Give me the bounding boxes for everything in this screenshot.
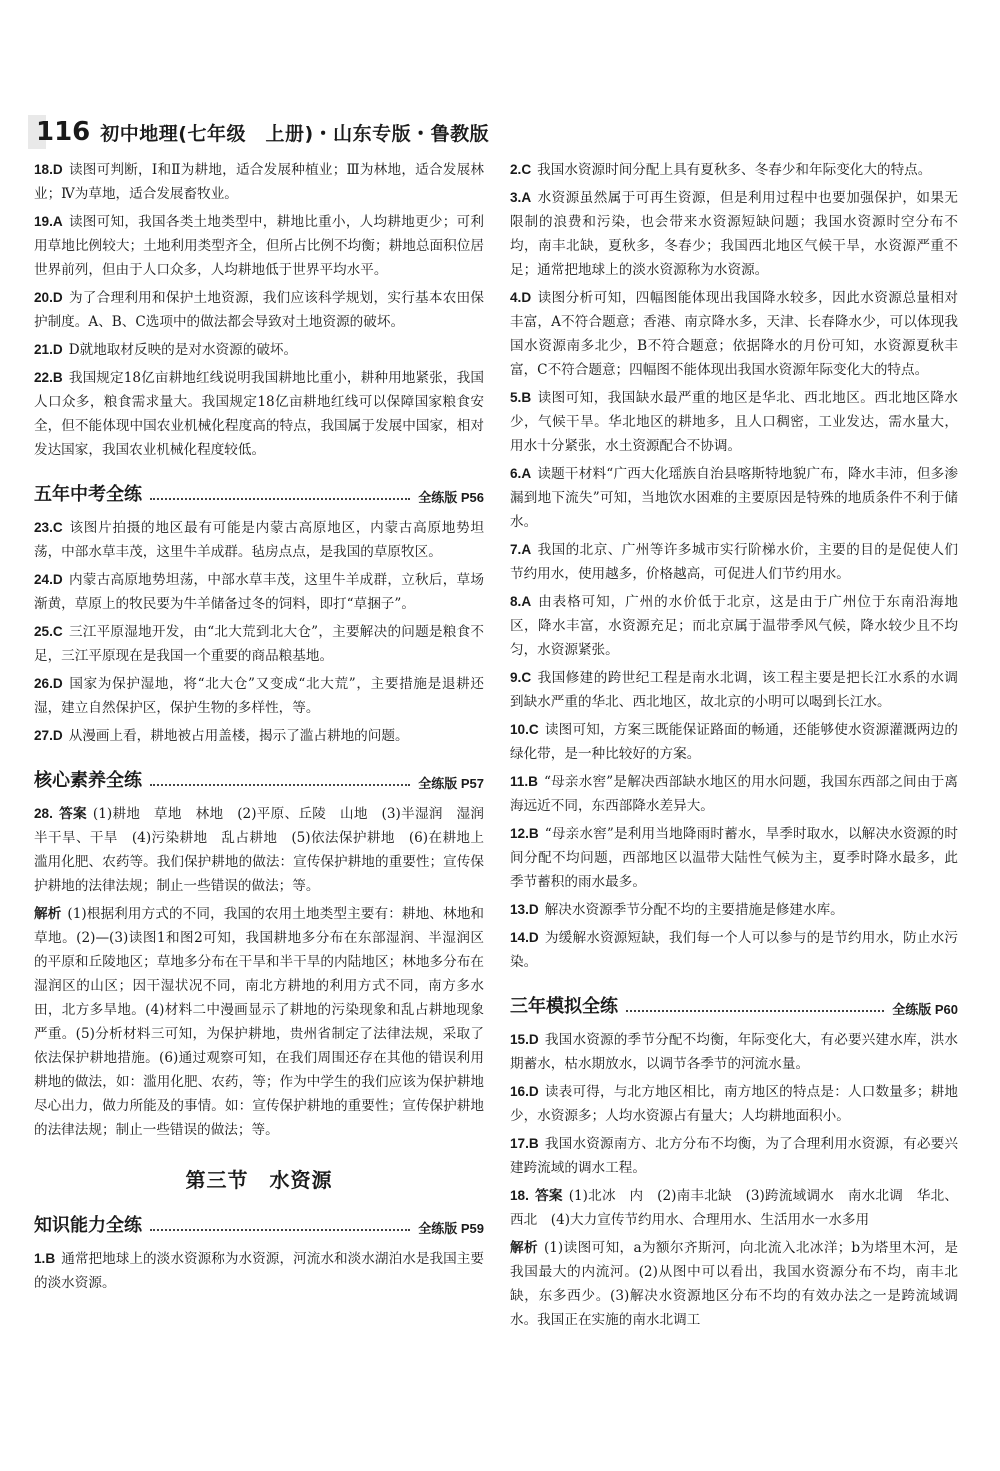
answer-entry — [510, 666, 958, 714]
answer-list — [34, 158, 484, 462]
answer-text: 读图可判断，Ⅰ和Ⅱ为耕地，适合发展种植业；Ⅲ为林地，适合发展林业；Ⅳ为草地，适合发展畜牧业。 — [34, 162, 484, 202]
question-number: 5.B — [510, 390, 532, 405]
answer-entry — [34, 286, 484, 334]
book-title: 初中地理(七年级 上册)・山东专版・鲁教版 — [100, 122, 490, 145]
answer-entry — [510, 1132, 958, 1180]
section-title: 三年模拟全练 — [510, 996, 618, 1017]
question-number: 7.A — [510, 542, 532, 557]
question-number: 25.C — [34, 624, 63, 639]
question-number: 12.B — [510, 826, 539, 841]
answer-entry — [34, 620, 484, 668]
answer-text: 我国的北京、广州等许多城市实行阶梯水价，主要的目的是促使人们节约用水，使用越多，价格越高，可促进人们节约用水。 — [510, 542, 958, 582]
section-header — [510, 988, 958, 1018]
answer-text: 读题干材料“广西大化瑶族自治县喀斯特地貌广布，降水丰沛，但多渗漏到地下流失”可知，当地饮水困难的主要原因是特殊的地质条件不利于储水。 — [510, 466, 958, 530]
question-number: 27.D — [34, 728, 63, 743]
answer-text: 三江平原湿地开发，由“北大荒到北大仓”，主要解决的问题是粮食不足，三江平原现在是我国一个重要的商品粮基地。 — [34, 624, 484, 664]
answer-text: 读图可知，我国各类土地类型中，耕地比重小，人均耕地更少；可利用草地比例较大；土地利用类型齐全，但所占比例不均衡；耕地总面积位居世界前列，但由于人口众多，人均耕地低于世界平均水平。 — [34, 214, 484, 278]
answer-text: 我国水资源南方、北方分布不均衡，为了合理利用水资源，有必要兴建跨流域的调水工程。 — [510, 1136, 958, 1176]
answer-text: 我国水资源时间分配上具有夏秋多、冬春少和年际变化大的特点。 — [537, 162, 932, 178]
answer-entry — [34, 158, 484, 206]
answer-list — [34, 516, 484, 748]
right-column — [510, 158, 958, 1336]
answer-entry — [510, 538, 958, 586]
answer-entry — [34, 724, 484, 748]
answer-text: 通常把地球上的淡水资源称为水资源，河流水和淡水湖泊水是我国主要的淡水资源。 — [34, 1251, 484, 1291]
analysis-text: (1)根据利用方式的不同，我国的农用土地类型主要有：耕地、林地和草地。(2)—(3)读图1和图2可知，我国耕地多分布在东部湿润、半湿润区的平原和丘陵地区；草地多分布在干旱和半干旱的内陆地区；林地多分布在湿润区的山区；因干湿状况不同，南北方耕地的利用方式不同，南方多水田，北方多旱地。(4)材料二中漫画显示了耕地的污染现象和乱占耕地现象严重。(5)分析材料三可知，为保护耕地，贵州省制定了法律法规，采取了依法保护耕地措施。(6)通过观察可知，在我们周围还存在其他的错误利用耕地的做法，如：滥用化肥、农药，等；作为中学生的我们应该为保护耕地尽心出力，做力所能及的事情。如：宣传保护耕地的重要性；宣传保护耕地的法律法规；制止一些错误的做法；等。 — [34, 906, 484, 1138]
answer-text: 由表格可知，广州的水价低于北京，这是由于广州位于东南沿海地区，降水丰富，水资源充足；而北京属于温带季风气候，降水较少且不均匀，水资源紧张。 — [510, 594, 958, 658]
page-number: 116 — [36, 117, 91, 147]
question-number: 17.B — [510, 1136, 539, 1151]
answer-text: D就地取材反映的是对水资源的破坏。 — [68, 342, 298, 358]
answer-entry — [510, 898, 958, 922]
chapter-title: 第三节 水资源 — [185, 1168, 333, 1192]
answer-entry — [34, 1247, 484, 1295]
answer-list — [34, 1247, 484, 1295]
question-number: 20.D — [34, 290, 63, 305]
answer-entry — [510, 1028, 958, 1076]
answer-text: (1)耕地 草地 林地 (2)平原、丘陵 山地 (3)半湿润 湿润 半干旱、干旱 (4)污染耕地 乱占耕地 (5)依法保护耕地 (6)在耕地上滥用化肥、农药等。我们保护耕地的做法：宣传保护耕地的重要性；宣传保护耕地的法律法规；制止一些错误的做法；等。 — [34, 806, 498, 894]
question-number: 15.D — [510, 1032, 539, 1047]
answer-entry — [34, 366, 484, 462]
answer-entry — [34, 568, 484, 616]
answer-list — [510, 158, 958, 974]
answer-entry — [34, 672, 484, 720]
answer-text: 从漫画上看，耕地被占用盖楼，揭示了滥占耕地的问题。 — [68, 728, 409, 744]
answer-text: 解决水资源季节分配不均的主要措施是修建水库。 — [544, 902, 844, 918]
question-number: 9.C — [510, 670, 532, 685]
question-number: 14.D — [510, 930, 539, 945]
answer-text: 水资源虽然属于可再生资源，但是利用过程中也要加强保护，如果无限制的浪费和污染，也会带来水资源短缺问题；我国水资源时空分布不均，南丰北缺，夏秋多，冬春少；我国西北地区气候干旱，水资源严重不足；通常把地球上的淡水资源称为水资源。 — [510, 190, 958, 278]
question-number: 26.D — [34, 676, 63, 691]
question-number: 6.A — [510, 466, 532, 481]
answer-list — [510, 1028, 958, 1180]
question-number: 18. — [510, 1188, 529, 1203]
section-header — [34, 1207, 484, 1237]
question-number: 18.D — [34, 162, 63, 177]
answer-entry — [510, 186, 958, 282]
page-header — [34, 112, 966, 152]
dotted-leader — [150, 784, 410, 786]
analysis-text: (1)读图可知，a为额尔齐斯河，向北流入北冰洋；b为塔里木河，是我国最大的内流河。(2)从图中可以看出，我国水资源分布不均，南丰北缺，东多西少。(3)解决水资源地区分布不均的有效办法之一是跨流域调水。我国正在实施的南水北调工 — [510, 1240, 958, 1328]
question-number: 28. — [34, 806, 53, 821]
answer-text: 我国规定18亿亩耕地红线说明我国耕地比重小，耕种用地紧张，我国人口众多，粮食需求量大。我国规定18亿亩耕地红线可以保障国家粮食安全，但不能体现中国农业机械化程度高的特点，我国属于发展中国家，相对发达国家，我国农业机械化程度较低。 — [34, 370, 484, 458]
question-number: 11.B — [510, 774, 538, 789]
answer-entry — [510, 1080, 958, 1128]
answer-entry — [34, 802, 498, 898]
question-number: 23.C — [34, 520, 63, 535]
analysis-label: 解析 — [34, 906, 62, 921]
answer-text: 我国水资源的季节分配不均衡，年际变化大，有必要兴建水库，洪水期蓄水，枯水期放水，以调节各季节的河流水量。 — [510, 1032, 958, 1072]
question-number: 22.B — [34, 370, 63, 385]
question-number: 4.D — [510, 290, 532, 305]
left-column — [34, 158, 498, 1299]
section-title: 核心素养全练 — [34, 770, 142, 791]
analysis-entry — [34, 902, 484, 1142]
question-number: 13.D — [510, 902, 539, 917]
answer-text: 为缓解水资源短缺，我们每一个人可以参与的是节约用水，防止水污染。 — [510, 930, 958, 970]
answer-entry — [510, 286, 958, 382]
answer-text: “母亲水窖”是解决西部缺水地区的用水问题，我国东西部之间由于离海远近不同，东西部降水差异大。 — [510, 774, 958, 814]
answer-entry — [34, 210, 484, 282]
answer-text: 读图可知，我国缺水最严重的地区是华北、西北地区。西北地区降水少，气候干旱。华北地区的耕地多，且人口稠密，工业发达，需水量大，用水十分紧张，水土资源配合不协调。 — [510, 390, 958, 454]
answer-entry — [34, 516, 484, 564]
section-header — [34, 476, 484, 506]
answer-text: 为了合理利用和保护土地资源，我们应该科学规划，实行基本农田保护制度。A、B、C选项中的做法都会导致对土地资源的破坏。 — [34, 290, 484, 330]
section-ref: 全练版 P57 — [418, 776, 484, 791]
question-number: 10.C — [510, 722, 539, 737]
answer-entry — [510, 1184, 958, 1232]
question-number: 8.A — [510, 594, 532, 609]
answer-text: 该图片拍摄的地区最有可能是内蒙古高原地区，内蒙古高原地势坦荡，中部水草丰茂，这里牛羊成群。毡房点点，是我国的草原牧区。 — [34, 520, 484, 560]
dotted-leader — [150, 1229, 410, 1231]
question-number: 19.A — [34, 214, 63, 229]
answer-text: (1)北冰 内 (2)南丰北缺 (3)跨流域调水 南水北调 华北、西北 (4)大力宣传节约用水、合理用水、生活用水一水多用 — [510, 1188, 958, 1228]
section-title: 五年中考全练 — [34, 484, 142, 505]
answer-text: 读表可得，与北方地区相比，南方地区的特点是：人口数量多；耕地少，水资源多；人均水资源占有量大；人均耕地面积小。 — [510, 1084, 958, 1124]
section-title: 知识能力全练 — [34, 1215, 142, 1236]
answer-entry — [510, 386, 958, 458]
question-number: 3.A — [510, 190, 532, 205]
answer-entry — [510, 158, 958, 182]
answer-label: 答案 — [534, 1188, 563, 1203]
answer-entry — [510, 770, 958, 818]
question-number: 24.D — [34, 572, 63, 587]
answer-entry — [510, 822, 958, 894]
dotted-leader — [626, 1010, 884, 1012]
question-number: 2.C — [510, 162, 532, 177]
analysis-entry — [510, 1236, 958, 1332]
answer-entry — [510, 462, 958, 534]
question-number: 16.D — [510, 1084, 539, 1099]
question-number: 1.B — [34, 1251, 56, 1266]
answer-label: 答案 — [58, 806, 87, 821]
answer-text: 我国修建的跨世纪工程是南水北调，该工程主要是把长江水系的水调到缺水严重的华北、西北地区，故北京的小明可以喝到长江水。 — [510, 670, 958, 710]
answer-entry — [34, 338, 484, 362]
dotted-leader — [150, 498, 410, 500]
section-header — [34, 762, 484, 792]
answer-text: 内蒙古高原地势坦荡，中部水草丰茂，这里牛羊成群，立秋后，草场渐黄，草原上的牧民要为牛羊储备过冬的饲料，即打“草捆子”。 — [34, 572, 484, 612]
answer-entry — [510, 926, 958, 974]
answer-text: 读图分析可知，四幅图能体现出我国降水较多，因此水资源总量相对丰富，A不符合题意；香港、南京降水多，天津、长春降水少，可以体现我国水资源南多北少，B不符合题意；依据降水的月份可知，水资源夏秋丰富，C不符合题意；四幅图不能体现出我国水资源年际变化大的特点。 — [510, 290, 958, 378]
answer-entry — [510, 718, 958, 766]
section-ref: 全练版 P59 — [418, 1221, 484, 1236]
answer-text: 国家为保护湿地，将“北大仓”又变成“北大荒”，主要措施是退耕还湿，建立自然保护区，保护生物的多样性，等。 — [34, 676, 484, 716]
question-number: 21.D — [34, 342, 63, 357]
section-ref: 全练版 P60 — [892, 1002, 958, 1017]
answer-text: “母亲水窖”是利用当地降雨时蓄水，旱季时取水，以解决水资源的时间分配不均问题，西部地区以温带大陆性气候为主，夏季时降水最多，此季节蓄积的雨水最多。 — [510, 826, 958, 890]
analysis-label: 解析 — [510, 1240, 538, 1255]
section-ref: 全练版 P56 — [418, 490, 484, 505]
answer-entry — [510, 590, 958, 662]
answer-text: 读图可知，方案三既能保证路面的畅通，还能够使水资源灌溉两边的绿化带，是一种比较好的方案。 — [510, 722, 958, 762]
